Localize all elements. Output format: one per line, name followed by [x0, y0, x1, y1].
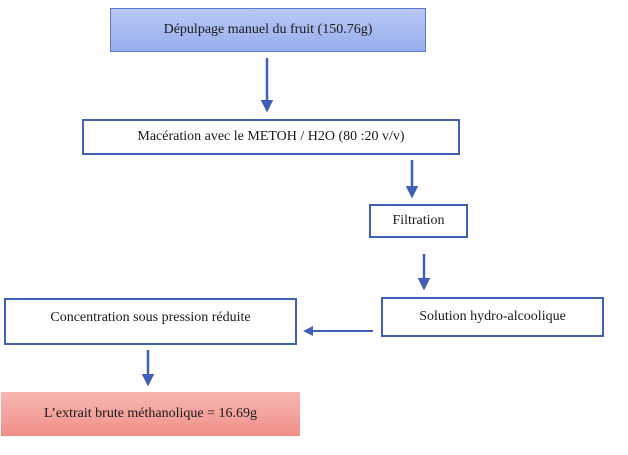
step-concentration-label: Concentration sous pression réduite — [50, 310, 251, 325]
step-extrait-label: L’extrait brute méthanolique = 16.69g — [43, 406, 258, 421]
step-depulpage-label: Dépulpage manuel du fruit (150.76g) — [163, 22, 373, 37]
step-maceration-label: Macération avec le METOH / H2O (80 :20 v/v) — [137, 129, 405, 144]
step-filtration-label: Filtration — [392, 213, 445, 228]
step-solution-label: Solution hydro-alcoolique — [419, 309, 566, 324]
